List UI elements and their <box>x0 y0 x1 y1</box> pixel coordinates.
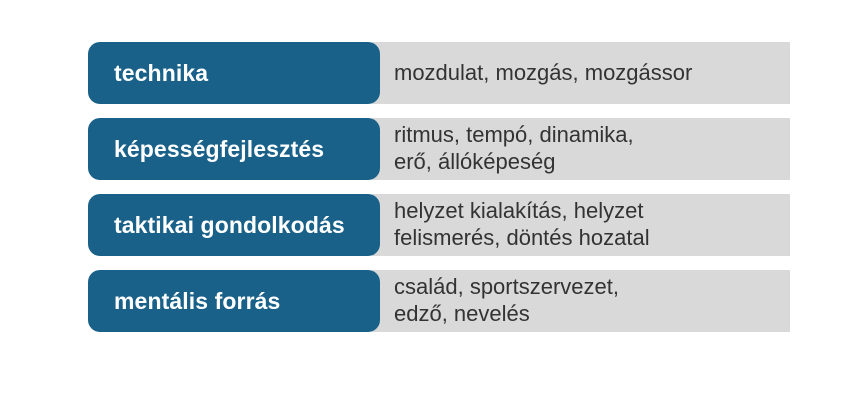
row-label-text: taktikai gondolkodás <box>114 211 345 238</box>
row-label-mentalis-forras <box>88 270 380 332</box>
row-value-taktikai-gondolkodas <box>372 194 790 256</box>
row-label-taktikai-gondolkodas <box>88 194 380 256</box>
row-label-text: mentális forrás <box>114 287 281 314</box>
row-value-line: felismerés, döntés hozatal <box>394 225 650 250</box>
row-value-mentalis-forras <box>372 270 790 332</box>
row-value-line: helyzet kialakítás, helyzet <box>394 198 644 224</box>
row-value-technika <box>372 42 790 104</box>
diagram-row <box>88 118 790 180</box>
diagram-row <box>88 42 790 104</box>
row-label-text: technika <box>114 59 209 86</box>
row-label-technika <box>88 42 380 104</box>
row-value-line: ritmus, tempó, dinamika, <box>394 122 634 148</box>
row-value-line: család, sportszervezet, <box>394 274 619 300</box>
row-label-kepessegfejlesztes <box>88 118 380 180</box>
row-value-line: erő, állóképeség <box>394 149 556 174</box>
row-value-kepessegfejlesztes <box>372 118 790 180</box>
row-value-line: mozdulat, mozgás, mozgássor <box>394 59 693 85</box>
diagram-row <box>88 194 790 256</box>
diagram-row <box>88 270 790 332</box>
row-value-line: edző, nevelés <box>394 301 530 326</box>
row-label-text: képességfejlesztés <box>114 135 325 162</box>
